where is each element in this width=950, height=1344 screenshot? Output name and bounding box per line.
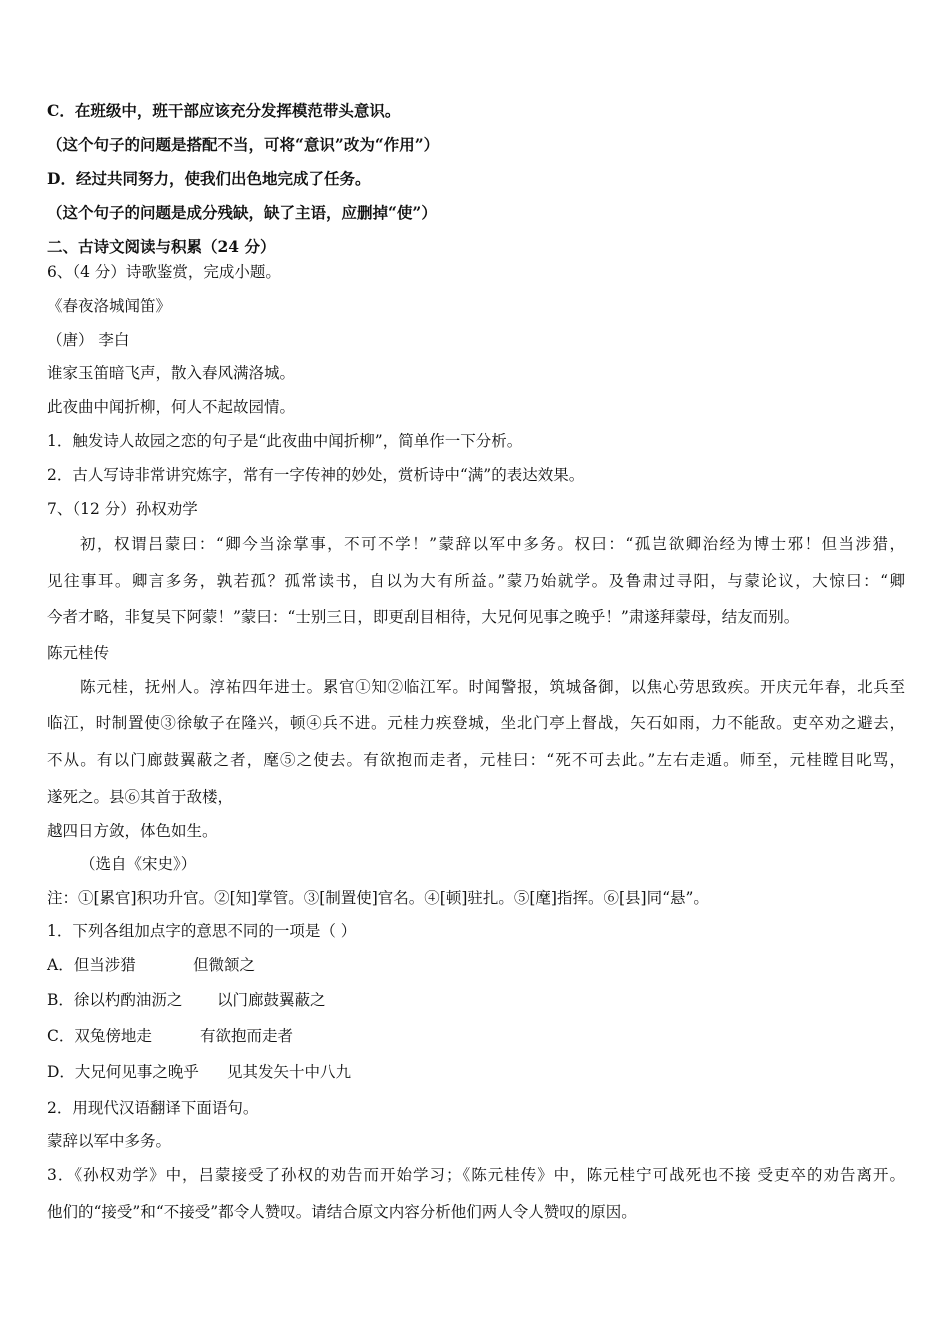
option-c-part-2: 有欲抱而走者	[200, 1027, 294, 1045]
text-a-line-1: 初，权谓吕蒙曰：“卿今当涂掌事，不可不学！”蒙辞以军中多务。权曰：“孤岂欲卿治经为博士邪！但当涉猎，	[80, 535, 905, 553]
question-6-sub-2: 2．古人写诗非常讲究炼字，常有一字传神的妙处，赏析诗中“满”的表达效果。	[47, 466, 585, 484]
question-6-title: 6、（4 分）诗歌鉴赏，完成小题。	[47, 263, 281, 281]
option-a-part-1: A．但当涉猎	[47, 956, 136, 974]
poem-author: （唐） 李白	[47, 331, 130, 349]
question-7-sub-3-line-2: 他们的“接受”和“不接受”都令人赞叹。请结合原文内容分析他们两人令人赞叹的原因。	[47, 1203, 637, 1221]
option-d-part-1: D．大兄何见事之晚乎	[47, 1063, 199, 1081]
option-b-part-2: 以门廊鼓翼蔽之	[217, 991, 326, 1009]
option-d: D．经过共同努力，使我们出色地完成了任务。	[47, 169, 371, 188]
option-c: C．在班级中，班干部应该充分发挥模范带头意识。	[47, 101, 401, 120]
option-c-row	[47, 1026, 293, 1046]
option-d-part-2: 见其发矢十中八九	[227, 1063, 352, 1081]
poem-line-1: 谁家玉笛暗飞声，散入春风满洛城。	[47, 364, 296, 382]
poem-title: 《春夜洛城闻笛》	[47, 297, 172, 315]
option-a-row	[47, 955, 255, 975]
option-b-part-1: B．徐以杓酌油沥之	[47, 991, 183, 1009]
option-c-part-1: C．双兔傍地走	[47, 1027, 152, 1045]
option-d-row	[47, 1062, 351, 1082]
translation-sentence: 蒙辞以军中多务。	[47, 1132, 172, 1150]
text-a-line-2: 见往事耳。卿言多务，孰若孤？孤常读书，自以为大有所益。”蒙乃始就学。及鲁肃过寻阳，与蒙论议，大惊曰：“卿	[47, 572, 905, 590]
text-b-line-1: 陈元桂，抚州人。淳祐四年进士。累官①知②临江军。时闻警报，筑城备御，以焦心劳思致疾。开庆元年春，北兵至	[80, 678, 905, 696]
text-a-line-3: 今者才略，非复吴下阿蒙！”蒙曰：“士别三日，即更刮目相待，大兄何见事之晚乎！”肃遂拜蒙母，结友而别。	[47, 608, 800, 626]
question-7-sub-2: 2．用现代汉语翻译下面语句。	[47, 1099, 259, 1117]
question-6-sub-1: 1．触发诗人故园之恋的句子是“此夜曲中闻折柳”，简单作一下分析。	[47, 432, 523, 450]
question-7-sub-3-line-1: 3．《孙权劝学》中，吕蒙接受了孙权的劝告而开始学习；《陈元桂传》中，陈元桂宁可战死也不接 受吏卒的劝告离开。	[47, 1166, 905, 1184]
source-citation: （选自《宋史》）	[80, 855, 197, 873]
poem-line-2: 此夜曲中闻折柳，何人不起故园情。	[47, 398, 296, 416]
question-7-sub-1: 1．下列各组加点字的意思不同的一项是（ ）	[47, 922, 357, 940]
text-b-title: 陈元桂传	[47, 644, 110, 662]
option-c-note: （这个句子的问题是搭配不当，可将“意识”改为“作用”）	[47, 135, 440, 154]
option-a-part-2: 但微颔之	[193, 956, 256, 974]
question-7-title: 7、（12 分）孙权劝学	[47, 500, 198, 518]
option-d-note: （这个句子的问题是成分残缺，缺了主语，应删掉“使”）	[47, 203, 437, 222]
annotation-notes: 注：①[累官]积功升官。②[知]掌管。③[制置使]官名。④[顿]驻扎。⑤[麾]指挥。⑥[县]同“悬”。	[47, 889, 709, 907]
text-b-line-2: 临江，时制置使③徐敏子在隆兴，顿④兵不进。元桂力疾登城，坐北门亭上督战，矢石如雨，力不能敌。吏卒劝之避去，	[47, 714, 905, 732]
option-b-row	[47, 990, 326, 1010]
text-b-line-5: 越四日方敛，体色如生。	[47, 822, 218, 840]
text-b-line-3: 不从。有以门廊鼓翼蔽之者，麾⑤之使去。有欲抱而走者，元桂曰：“死不可去此。”左右走遁。师至，元桂瞠目叱骂，	[47, 751, 905, 769]
section-heading: 二、古诗文阅读与积累（24 分）	[47, 237, 276, 256]
text-b-line-4: 遂死之。县⑥其首于敌楼，	[47, 788, 234, 806]
